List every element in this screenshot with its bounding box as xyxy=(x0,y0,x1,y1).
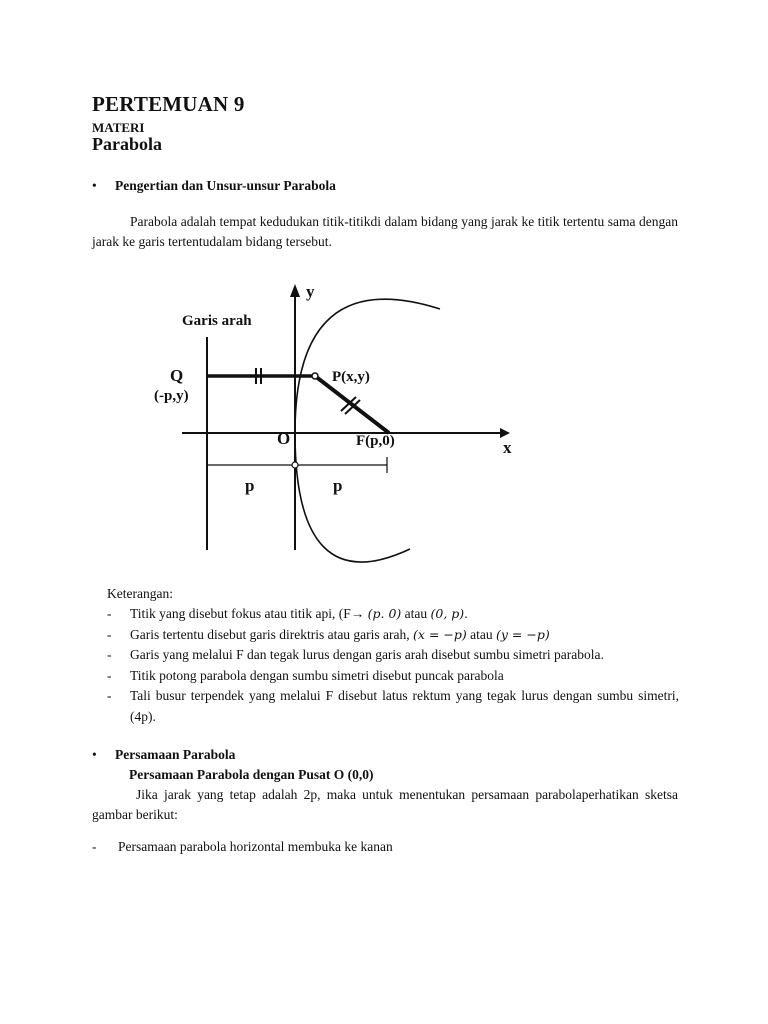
distance-p-left: p xyxy=(245,476,255,495)
y-axis-arrow-icon xyxy=(290,284,300,297)
page-title: PERTEMUAN 9 xyxy=(92,92,245,116)
section-heading-pengertian xyxy=(92,178,336,194)
list-item: - Garis tertentu disebut garis direktris atau garis arah, (x = −p) atau (y = −p) xyxy=(107,626,550,642)
persamaan-text: Jika jarak yang tetap adalah 2p, maka untuk menentukan persamaan parabolaperhatikan sketsa gambar berikut: xyxy=(92,787,678,822)
point-p xyxy=(312,373,318,379)
persamaan-paragraph xyxy=(92,785,678,825)
math-expression: (x = −p) xyxy=(413,626,467,642)
bullet-icon: • xyxy=(92,747,97,762)
math-expression: (0, p) xyxy=(430,606,465,621)
keterangan-list xyxy=(107,604,679,727)
x-axis-arrow-icon xyxy=(500,428,510,438)
definition-paragraph xyxy=(92,212,678,252)
y-axis-label: y xyxy=(306,282,315,301)
subsection-heading: Persamaan Parabola dengan Pusat O (0,0) xyxy=(129,767,374,782)
dash-item: - Persamaan parabola horizontal membuka ke kanan xyxy=(92,839,393,854)
list-item: - Titik yang disebut fokus atau titik api, (F→ (p. 0) atau (0, p). xyxy=(107,606,468,621)
origin-label: O xyxy=(277,429,291,448)
list-item: - Garis yang melalui F dan tegak lurus dengan garis arah disebut sumbu simetri parabola. xyxy=(107,647,604,662)
materi-label: MATERI xyxy=(92,120,145,135)
definition-text: Parabola adalah tempat kedudukan titik-titikdi dalam bidang yang jarak ke titik tertentu sama dengan jarak ke garis tertentudalam bidang tersebut. xyxy=(92,214,678,249)
parabola-figure xyxy=(110,275,530,565)
list-item: - Titik potong parabola dengan sumbu simetri disebut puncak parabola xyxy=(107,667,504,683)
q-coordinate-label: (-p,y) xyxy=(154,388,189,404)
parabola-curve xyxy=(295,299,440,562)
measurement-mid-point xyxy=(292,462,298,468)
list-item: - Tali busur terpendek yang melalui F disebut latus rektum yang tegak lurus dengan sumbu simetri, (4p). xyxy=(107,688,679,724)
keterangan-title: Keterangan: xyxy=(107,586,173,601)
q-label: Q xyxy=(170,366,184,385)
math-expression: (p. 0) xyxy=(367,606,402,621)
dash-item-text: Persamaan parabola horizontal membuka ke kanan xyxy=(118,839,393,854)
bullet-icon: • xyxy=(92,178,97,193)
math-expression: (y = −p) xyxy=(496,626,550,642)
garis-arah-label: Garis arah xyxy=(182,313,252,329)
distance-p-right: p xyxy=(333,476,343,495)
topic-title: Parabola xyxy=(92,134,162,154)
section-heading-text: Persamaan Parabola xyxy=(115,747,236,762)
x-axis-label: x xyxy=(503,438,512,457)
p-point-label: P(x,y) xyxy=(332,369,370,385)
section-heading-text: Pengertian dan Unsur-unsur Parabola xyxy=(115,178,336,193)
focus-label: F(p,0) xyxy=(356,433,395,449)
section-heading-persamaan xyxy=(92,747,236,763)
